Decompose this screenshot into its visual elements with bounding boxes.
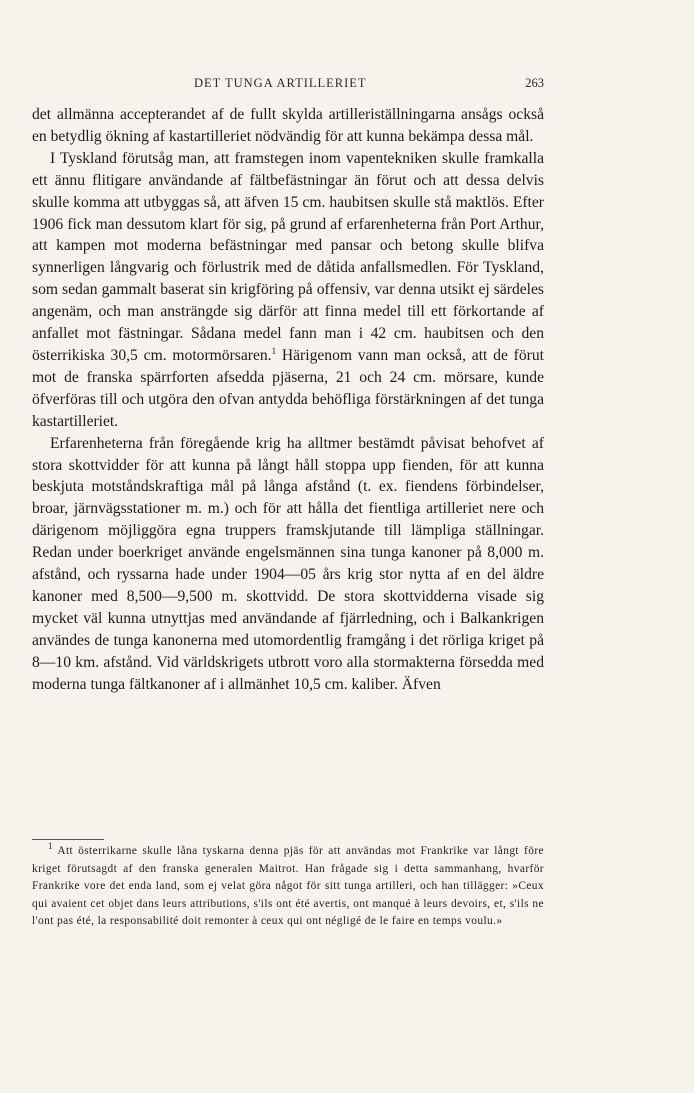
footnote — [32, 843, 544, 931]
paragraph-2-text-continued: Härigenom vann man också, att de förut mot de franska spärrforten afsedda pjäserna, 21 och 24 cm. mörsare, kunde öfverföras till och utgöra den ofvan antydda behöfliga förstärkningen af det tunga kastartilleriet. — [32, 346, 544, 430]
footnote-marker: 1 — [48, 841, 53, 852]
footnote-divider — [32, 839, 104, 840]
paragraph-3-text: Erfarenheterna från föregående krig ha alltmer bestämdt påvisat behofvet af stora skottvidder för att kunna på långt håll stoppa upp fienden, för att kunna beskjuta motståndskraftiga mål på långa afstånd (t. ex. fiendens förbindelser, broar, järnvägsstationer m. m.) och för att hålla det fientliga artilleriet nere och därigenom möjliggöra egna truppers framskjutande till lämpliga ställningar. Redan under boerkriget använde engelsmännen sina tunga kanoner på 8,000 m. afstånd, och ryssarna hade under 1904—05 års krig stor nytta af en del äldre kanoner med 8,500—9,500 m. skottvidd. De stora skottvidderna visade sig mycket väl kunna utnyttjas med användande af fjärrledning, och i Balkankrigen användes de tunga kanonerna med utomordentlig framgång i det rörliga kriget på 8—10 km. afstånd. Vid världskrigets utbrott voro alla stormakterna försedda med moderna tunga fältkanoner af i allmänhet 10,5 cm. kaliber. Äfven — [32, 434, 544, 693]
footnote-text: Att österrikarne skulle låna tyskarna denna pjäs för att användas mot Frankrike var långt före kriget förutsagdt af den franska generalen Maitrot. Han frågade sig i detta sammanhang, hvarför Frankrike vore det enda land, som ej velat göra något för sitt tunga artilleri, och han tillägger: »Ceux qui avaient cet objet dans leurs attributions, s'ils ont été avertis, ont manqué à leurs devoirs, et, s'ils ne l'ont pas été, la responsabilité doit remonter à ceux qui ont négligé de le faire en temps voulu.» — [32, 845, 544, 928]
paragraph-3 — [32, 433, 544, 696]
paragraph-2 — [32, 148, 544, 433]
running-title: DET TUNGA ARTILLERIET — [194, 76, 367, 90]
footnote-reference: 1 — [271, 345, 277, 356]
paragraph-2-text: I Tyskland förutsåg man, att framstegen inom vapentekniken skulle framkalla ett ännu flitigare användande af fältbefästningar än förut och att dessa delvis skulle komma att utbyggas så, att äfven 15 cm. haubitsen skulle stå maktlös. Efter 1906 fick man dessutom klart för sig, på grund af erfarenheterna från Port Arthur, att kampen mot moderna befästningar med pansar och betong skulle blifva synnerligen långvarig och förlustrik med de dåtida anfallsmedlen. För Tyskland, som sedan gammalt baserat sin krigföring på offensiv, var denna utsikt ej särdeles angenäm, och man ansträngde sig därför att finna medel till ett förkortande af anfallet mot fästningar. Sådana medel fann man i 42 cm. haubitsen och den österrikiska 30,5 cm. motormörsaren. — [32, 149, 544, 364]
paragraph-1-text: det allmänna accepterandet af de fullt skylda artilleriställningarna ansågs också en betydlig ökning af kastartilleriet nödvändig för att kunna bekämpa dessa mål. — [32, 106, 544, 145]
page-number: 263 — [525, 76, 544, 90]
paragraph-1 — [32, 104, 544, 148]
body-text — [32, 104, 544, 695]
